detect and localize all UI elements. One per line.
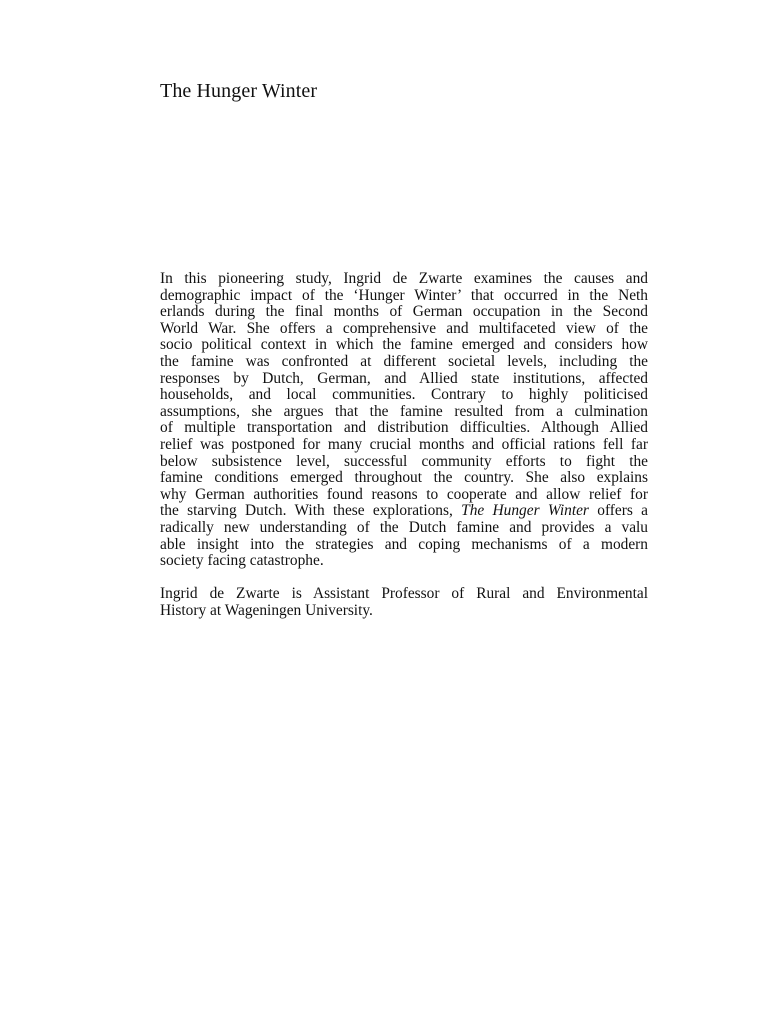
author-bio-line: History at Wageningen University.: [160, 601, 373, 619]
description-line: erlands during the final months of German occupation in the Second: [160, 303, 648, 321]
description-line: of multiple transportation and distribution difficulties. Although Allied: [160, 419, 648, 437]
description-line: radically new understanding of the Dutch famine and provides a valu: [160, 518, 648, 536]
description-line: socio political context in which the famine emerged and considers how: [160, 336, 648, 354]
line-text: offers a: [588, 502, 649, 520]
description-line-with-title: [160, 503, 648, 520]
author-bio-paragraph: [160, 586, 648, 619]
description-line: households, and local communities. Contrary to highly politicised: [160, 386, 648, 404]
description-line: society facing catastrophe.: [160, 552, 324, 570]
description-paragraph: [160, 271, 648, 570]
description-line: In this pioneering study, Ingrid de Zwarte examines the causes and: [160, 270, 648, 287]
book-title: The Hunger Winter: [160, 80, 318, 102]
book-blurb: [160, 271, 648, 619]
description-line: assumptions, she argues that the famine resulted from a culmination: [160, 402, 648, 420]
line-text: the starving Dutch. With these explorations,: [160, 502, 462, 520]
description-line: demographic impact of the ‘Hunger Winter’ that occurred in the Neth: [160, 286, 648, 304]
description-line: responses by Dutch, German, and Allied state institutions, affected: [160, 369, 648, 387]
description-line: able insight into the strategies and coping mechanisms of a modern: [160, 535, 648, 553]
italic-book-title: The Hunger Winter: [461, 502, 589, 520]
author-bio-line: Ingrid de Zwarte is Assistant Professor of Rural and Environmental: [160, 585, 648, 603]
description-line: why German authorities found reasons to cooperate and allow relief for: [160, 485, 648, 503]
description-line: below subsistence level, successful community efforts to fight the: [160, 452, 648, 470]
description-line: the famine was confronted at different societal levels, including the: [160, 352, 648, 370]
description-line: World War. She offers a comprehensive and multifaceted view of the: [160, 319, 648, 337]
description-line: famine conditions emerged throughout the country. She also explains: [160, 469, 648, 487]
description-line: relief was postponed for many crucial months and official rations fell far: [160, 435, 648, 453]
